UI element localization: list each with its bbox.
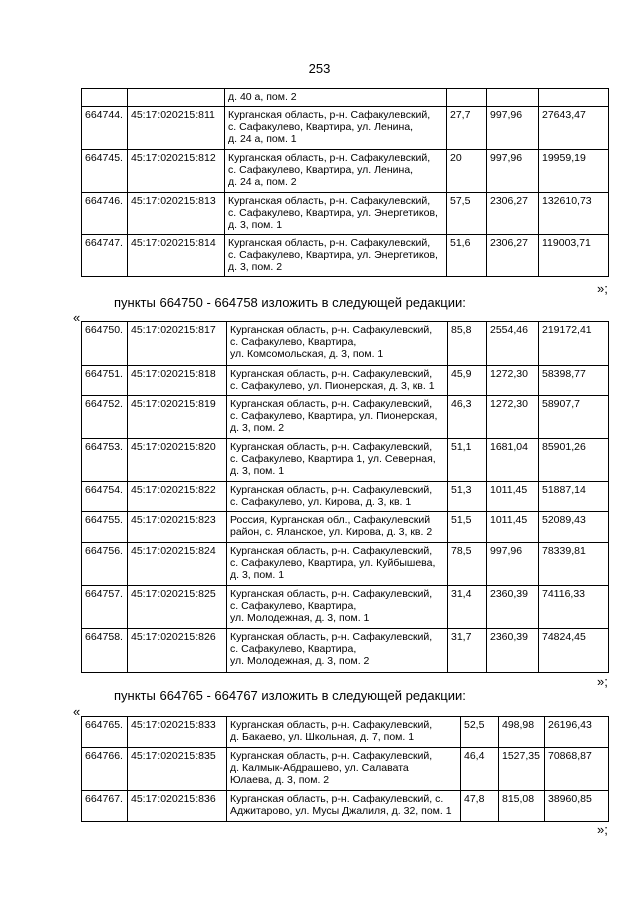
cell-cadastral: 45:17:020215:822	[128, 482, 227, 512]
cell-price	[487, 89, 539, 107]
cell-area: 46,3	[448, 396, 487, 439]
cell-cadastral: 45:17:020215:835	[128, 748, 227, 791]
cell-cadastral: 45:17:020215:812	[128, 150, 225, 193]
table-2-body	[82, 322, 609, 673]
cell-cadastral: 45:17:020215:826	[128, 629, 227, 673]
table-row	[82, 150, 609, 193]
cell-cadastral: 45:17:020215:825	[128, 586, 227, 629]
cell-price: 2554,46	[487, 322, 539, 366]
cell-number: 664750.	[82, 322, 128, 366]
page-number: 253	[308, 61, 331, 76]
cell-price: 1272,30	[487, 366, 539, 396]
table-row	[82, 193, 609, 235]
table-row	[82, 439, 609, 482]
cell-value: 51887,14	[539, 482, 609, 512]
cell-price: 2360,39	[487, 629, 539, 673]
cell-cadastral: 45:17:020215:823	[128, 512, 227, 543]
cell-address: Курганская область, р-н. Сафакулевский, с. Сафакулево, Квартира, ул. Энергетиков, д. 3, пом. 2	[225, 235, 447, 277]
opening-quote: «	[73, 310, 81, 325]
table-row	[82, 543, 609, 586]
table-row	[82, 586, 609, 629]
table-row	[82, 322, 609, 366]
cell-value: 27643,47	[539, 107, 609, 150]
cell-area: 20	[447, 150, 487, 193]
cell-number	[82, 89, 128, 107]
cell-address: Курганская область, р-н. Сафакулевский, с. Аджитарово, ул. Мусы Джалиля, д. 32, пом. 1	[227, 791, 461, 822]
cell-address: Россия, Курганская обл., Сафакулевский район, с. Яланское, ул. Кирова, д. 3, кв. 2	[227, 512, 448, 543]
cell-address: Курганская область, р-н. Сафакулевский, с. Сафакулево, ул. Пионерская, д. 3, кв. 1	[227, 366, 448, 396]
cell-cadastral: 45:17:020215:824	[128, 543, 227, 586]
cell-price: 1681,04	[487, 439, 539, 482]
cell-area: 47,8	[461, 791, 499, 822]
cell-area: 46,4	[461, 748, 499, 791]
cell-price: 2306,27	[487, 193, 539, 235]
cell-area: 51,6	[447, 235, 487, 277]
cell-value	[539, 89, 609, 107]
cell-price: 1011,45	[487, 512, 539, 543]
cell-number: 664757.	[82, 586, 128, 629]
cell-number: 664745.	[82, 150, 128, 193]
cell-address: Курганская область, р-н. Сафакулевский, с. Сафакулево, Квартира, ул. Комсомольская, д. 3, пом. 1	[227, 322, 448, 366]
table-row	[82, 107, 609, 150]
cell-cadastral: 45:17:020215:820	[128, 439, 227, 482]
cell-cadastral: 45:17:020215:811	[128, 107, 225, 150]
cell-area: 45,9	[448, 366, 487, 396]
cell-price: 1272,30	[487, 396, 539, 439]
table-row	[82, 791, 609, 822]
table-2	[81, 321, 609, 673]
cell-area: 27,7	[447, 107, 487, 150]
cell-cadastral: 45:17:020215:817	[128, 322, 227, 366]
table-row	[82, 366, 609, 396]
cell-number: 664756.	[82, 543, 128, 586]
cell-cadastral: 45:17:020215:819	[128, 396, 227, 439]
cell-area: 51,1	[448, 439, 487, 482]
cell-address: Курганская область, р-н. Сафакулевский, с. Сафакулево, Квартира, ул. Молодежная, д. 3, пом. 2	[227, 629, 448, 673]
cell-value: 85901,26	[539, 439, 609, 482]
cell-cadastral	[128, 89, 225, 107]
table-row	[82, 396, 609, 439]
cell-number: 664747.	[82, 235, 128, 277]
cell-cadastral: 45:17:020215:833	[128, 717, 227, 748]
cell-value: 70868,87	[545, 748, 609, 791]
table-row	[82, 748, 609, 791]
cell-price: 1527,35	[499, 748, 545, 791]
table-row	[82, 512, 609, 543]
cell-area: 52,5	[461, 717, 499, 748]
cell-address: Курганская область, р-н. Сафакулевский, с. Сафакулево, Квартира, ул. Энергетиков, д. 3, пом. 1	[225, 193, 447, 235]
cell-number: 664766.	[82, 748, 128, 791]
cell-area: 57,5	[447, 193, 487, 235]
cell-price: 1011,45	[487, 482, 539, 512]
table-row	[82, 629, 609, 673]
opening-quote: «	[73, 704, 81, 719]
cell-number: 664751.	[82, 366, 128, 396]
cell-address: Курганская область, р-н. Сафакулевский, с. Сафакулево, Квартира, ул. Ленина, д. 24 а, пом. 2	[225, 150, 447, 193]
cell-number: 664758.	[82, 629, 128, 673]
cell-area	[447, 89, 487, 107]
table-1	[81, 88, 609, 277]
cell-price: 997,96	[487, 543, 539, 586]
cell-cadastral: 45:17:020215:814	[128, 235, 225, 277]
cell-value: 132610,73	[539, 193, 609, 235]
cell-value: 26196,43	[545, 717, 609, 748]
cell-price: 2360,39	[487, 586, 539, 629]
cell-area: 31,4	[448, 586, 487, 629]
cell-value: 119003,71	[539, 235, 609, 277]
cell-number: 664746.	[82, 193, 128, 235]
table-3	[81, 716, 609, 822]
cell-value: 219172,41	[539, 322, 609, 366]
cell-address: Курганская область, р-н. Сафакулевский, с. Сафакулево, Квартира 1, ул. Северная, д. 3, пом. 1	[227, 439, 448, 482]
table-row	[82, 717, 609, 748]
closing-quote: »;	[597, 281, 608, 296]
cell-address: Курганская область, р-н. Сафакулевский, с. Сафакулево, Квартира, ул. Ленина, д. 24 а, пом. 1	[225, 107, 447, 150]
cell-area: 85,8	[448, 322, 487, 366]
cell-cadastral: 45:17:020215:818	[128, 366, 227, 396]
cell-value: 58398,77	[539, 366, 609, 396]
cell-address: Курганская область, р-н. Сафакулевский, с. Сафакулево, Квартира, ул. Молодежная, д. 3, пом. 1	[227, 586, 448, 629]
cell-number: 664752.	[82, 396, 128, 439]
cell-area: 51,3	[448, 482, 487, 512]
cell-address: Курганская область, р-н. Сафакулевский, с. Сафакулево, Квартира, ул. Пионерская, д. 3, пом. 2	[227, 396, 448, 439]
table-1-body	[82, 89, 609, 277]
cell-cadastral: 45:17:020215:836	[128, 791, 227, 822]
cell-address: Курганская область, р-н. Сафакулевский, д. Калмык-Абдрашево, ул. Салавата Юлаева, д. 3, пом. 2	[227, 748, 461, 791]
cell-area: 78,5	[448, 543, 487, 586]
cell-address: Курганская область, р-н. Сафакулевский, с. Сафакулево, ул. Кирова, д. 3, кв. 1	[227, 482, 448, 512]
cell-cadastral: 45:17:020215:813	[128, 193, 225, 235]
closing-quote: »;	[597, 822, 608, 837]
cell-price: 498,98	[499, 717, 545, 748]
cell-address: Курганская область, р-н. Сафакулевский, с. Сафакулево, Квартира, ул. Куйбышева, д. 3, пом. 1	[227, 543, 448, 586]
cell-price: 997,96	[487, 150, 539, 193]
cell-value: 74824,45	[539, 629, 609, 673]
table-row	[82, 235, 609, 277]
cell-value: 52089,43	[539, 512, 609, 543]
cell-value: 38960,85	[545, 791, 609, 822]
cell-value: 78339,81	[539, 543, 609, 586]
cell-price: 997,96	[487, 107, 539, 150]
cell-value: 74116,33	[539, 586, 609, 629]
cell-price: 815,08	[499, 791, 545, 822]
cell-value: 58907,7	[539, 396, 609, 439]
table-row	[82, 482, 609, 512]
cell-area: 51,5	[448, 512, 487, 543]
cell-number: 664755.	[82, 512, 128, 543]
cell-price: 2306,27	[487, 235, 539, 277]
cell-number: 664765.	[82, 717, 128, 748]
paragraph-amendment-1: пункты 664750 - 664758 изложить в следующей редакции:	[114, 295, 466, 310]
table-row	[82, 89, 609, 107]
cell-number: 664754.	[82, 482, 128, 512]
cell-value: 19959,19	[539, 150, 609, 193]
table-3-body	[82, 717, 609, 822]
cell-address: д. 40 а, пом. 2	[225, 89, 447, 107]
cell-number: 664767.	[82, 791, 128, 822]
closing-quote: »;	[597, 674, 608, 689]
cell-area: 31,7	[448, 629, 487, 673]
cell-address: Курганская область, р-н. Сафакулевский, д. Бакаево, ул. Школьная, д. 7, пом. 1	[227, 717, 461, 748]
paragraph-amendment-2: пункты 664765 - 664767 изложить в следующей редакции:	[114, 688, 466, 703]
cell-number: 664744.	[82, 107, 128, 150]
cell-number: 664753.	[82, 439, 128, 482]
